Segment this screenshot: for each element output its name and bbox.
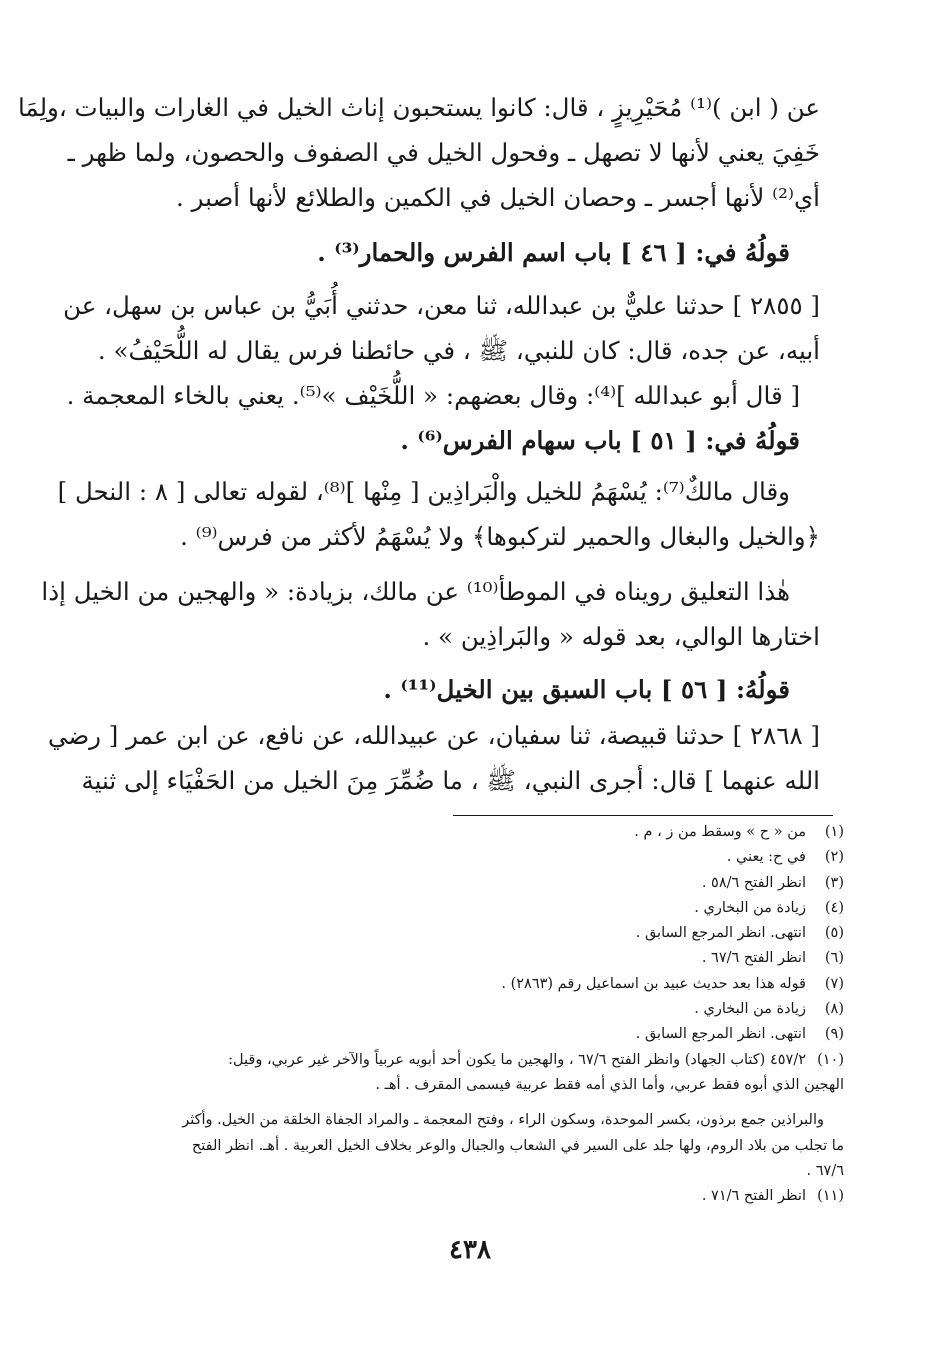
footnote-number: (٩)	[824, 1026, 844, 1043]
footnote-continuation: ٦٧/٦ .	[806, 1162, 844, 1179]
footnote-continuation: الهجين الذي أبوه فقط عربي، وأما الذي أمه فقط عربية فيسمى المقرف . أهـ .	[375, 1076, 844, 1093]
footnote-number: (٧)	[824, 975, 844, 992]
text-line: اختارها الوالي، بعد قوله « والبَراذِين » .	[422, 622, 820, 651]
text-line: خَفِيَ يعني لأنها لا تصهل ـ وفحول الخيل في الصفوف والحصون، ولما ظهر ـ	[67, 138, 820, 167]
footnote-number: (١)	[824, 824, 844, 840]
chapter-heading: قولُهُ: [ ٥٦ ] باب السبق بين الخيل⁽¹¹⁾ .	[383, 675, 790, 704]
footnote-continuation: والبراذين جمع برذون، بكسر الموحدة، وسكون الراء ، وفتح المعجمة ـ والمراد الجفاة الخلقة من الخيل. وأكثر	[182, 1112, 824, 1129]
footnote-text: انظر الفتح ٧١/٦ .	[701, 1188, 806, 1205]
text-line: أي⁽²⁾ لأنها أجسر ـ وحصان الخيل في الكمين والطلائع لأنها أصبر .	[176, 183, 820, 212]
footnote	[130, 972, 844, 997]
text-line: الله عنهما ] قال: أجرى النبي، ﷺ ، ما ضُمِّرَ مِنَ الخيل من الحَفْيَاء إلى ثنية	[81, 766, 820, 795]
text-line: [ قال أبو عبدالله ]⁽⁴⁾: وقال بعضهم: « اللُّخَيْف »⁽⁵⁾. يعني بالخاء المعجمة .	[66, 381, 800, 410]
footnote-number: (٣)	[824, 874, 844, 891]
footnote-text: انتهى. انظر المرجع السابق .	[635, 1026, 806, 1043]
footnote-text: في ح: يعني .	[726, 849, 806, 866]
footnote	[130, 871, 844, 896]
footnote	[130, 1184, 844, 1209]
text-line: وقال مالكٌ⁽⁷⁾: يُسْهَمُ للخيل والْبَراذِين [ مِنْها ]⁽⁸⁾، لقوله تعالى [ ٨ : النحل ]	[57, 477, 790, 506]
text-line: أبيه، عن جده، قال: كان للنبي، ﷺ ، في حائطنا فرس يقال له اللُّحَيْفُ» .	[97, 336, 820, 365]
footnote-text: ٤٥٧/٢ (كتاب الجهاد) وانظر الفتح ٦٧/٦ ، والهجين ما يكون أحد أبويه عربياً والآخر غير عربي، وقيل:	[228, 1051, 806, 1068]
footnote-text: انظر الفتح ٥٨/٦ .	[701, 874, 806, 891]
footnote-divider	[453, 815, 833, 816]
footnote-continuation: ما تجلب من بلاد الروم، ولها جلد على السير في الشعاب والجبال والوعر بخلاف الخيل العربية . أهـ. انظر الفتح	[191, 1137, 844, 1154]
footnote	[130, 921, 844, 946]
footnote-text: قوله هذا بعد حديث عبيد بن اسماعيل رقم (٢٨٦٣) .	[501, 975, 806, 992]
chapter-heading: قولُهُ في: [ ٤٦ ] باب اسم الفرس والحمار⁽³⁾ .	[317, 238, 790, 267]
chapter-heading: قولُهُ في: [ ٥١ ] باب سهام الفرس⁽⁶⁾ .	[400, 426, 800, 455]
footnote-text: زيادة من البخاري .	[694, 1001, 806, 1018]
footnote	[130, 845, 844, 870]
footnote-number: (٨)	[824, 1001, 844, 1018]
footnote-number: (١١)	[817, 1188, 844, 1205]
footnote	[130, 1022, 844, 1047]
footnote	[130, 820, 844, 845]
footnote-text: انظر الفتح ٦٧/٦ .	[701, 950, 806, 967]
text-line: هٰذا التعليق رويناه في الموطأ⁽¹⁰⁾ عن مالك، بزيادة: « والهجين من الخيل إذا	[41, 577, 790, 606]
footnote-number: (٢)	[824, 849, 844, 866]
footnote-number: (٦)	[824, 950, 844, 967]
footnote-text: زيادة من البخاري .	[694, 899, 806, 916]
footnote-number: (٥)	[824, 925, 844, 942]
text-line: [ ٢٨٥٥ ] حدثنا عليٌّ بن عبدالله، ثنا معن، حدثني أُبَيُّ بن عباس بن سهل، عن	[63, 291, 820, 320]
footnote	[130, 1048, 844, 1073]
footnote-text: انتهى. انظر المرجع السابق .	[635, 925, 806, 942]
footnote-number: (١٠)	[817, 1051, 844, 1068]
text-line: عن ( ابن )⁽¹⁾ مُحَيْرِيزٍ ، قال: كانوا يستحبون إناث الخيل في الغارات والبيات ،ولِمَا	[17, 93, 820, 122]
page-number: ٤٣٨	[449, 1235, 491, 1265]
footnote	[130, 946, 844, 971]
text-line: [ ٢٨٦٨ ] حدثنا قبيصة، ثنا سفيان، عن عبيدالله، عن نافع، عن ابن عمر [ رضي	[47, 721, 820, 750]
footnote	[130, 997, 844, 1022]
footnote	[130, 896, 844, 921]
footnote-number: (٤)	[824, 899, 844, 916]
footnote-text: من « ح » وسقط من ز ، م .	[634, 824, 806, 840]
footnotes	[130, 820, 844, 1209]
text-line: ﴿والخيل والبغال والحمير لتركبوها﴾ ولا يُسْهَمُ لأكثر من فرس⁽⁹⁾ .	[180, 522, 820, 551]
